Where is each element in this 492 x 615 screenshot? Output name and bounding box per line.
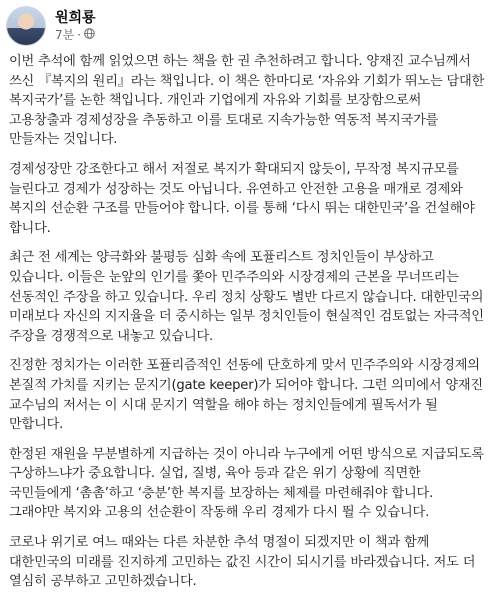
post-paragraph-3: 최근 전 세계는 양극화와 불평등 심화 속에 포퓰리스트 정치인들이 부상하고 있습니다. 이들은 눈앞의 인기를 쫓아 민주주의와 시장경제의 근본을 무너뜨리는 선동적인 주장을 하고 있습니다. 우리 정치 상황도 별반 다르지 않습니다. 대한민국의 미래보다 자신의 지지율을 더 중시하는 일부 정치인들이 현실적인 검토없는 자극적인 주장을 경쟁적으로 내놓고 있습니다. bbox=[9, 250, 484, 344]
post-paragraph-5: 한정된 재원을 무분별하게 지급하는 것이 아니라 누구에게 어떤 방식으로 지급되도록 구상하느냐가 중요합니다. 실업, 질병, 육아 등과 같은 위기 상황에 직면한 국민들에게 ‘촘촘’하고 ‘충분’한 복지를 보장하는 체제를 마련해줘야 합니다. 그래야만 복지와 고용의 선순환이 작동해 우리 경제가 다시 뛸 수 있습니다. bbox=[9, 446, 484, 521]
globe-icon[interactable] bbox=[84, 27, 95, 43]
post-paragraph-6: 코로나 위기로 여느 때와는 다른 차분한 추석 명절이 되겠지만 이 책과 함께 대한민국의 미래를 진지하게 고민하는 값진 시간이 되시기를 바라겠습니다. 저도 더 열심히 공부하고 고민하겠습니다. bbox=[9, 535, 476, 590]
post-meta bbox=[55, 27, 96, 43]
post-paragraph-1: 이번 추석에 함께 읽었으면 하는 책을 한 권 추천하려고 합니다. 양재진 교수님께서 쓰신 『복지의 원리』라는 책입니다. 이 책은 한마디로 ‘자유와 기회가 뛰노는 담대한 복지국가’를 논한 책입니다. 개인과 기업에게 자유와 기회를 보장함으로써 고용창출과 경제성장을 추동하고 이를 토대로 지속가능한 역동적 복지국가를 만들자는 것입니다. bbox=[9, 54, 485, 148]
meta-separator: · bbox=[77, 28, 82, 42]
post-time[interactable]: 7분 bbox=[55, 28, 75, 42]
avatar[interactable] bbox=[6, 6, 46, 46]
post-body bbox=[9, 52, 487, 602]
post-header bbox=[6, 6, 96, 46]
author-name[interactable]: 원희룡 bbox=[55, 10, 96, 26]
post-paragraph-4: 진정한 정치가는 이러한 포퓰리즘적인 선동에 단호하게 맞서 민주주의와 시장경제의 본질적 가치를 지키는 문지기(gate keeper)가 되어야 합니다. 그런 의미에서 양재진 교수님의 저서는 이 시대 문지기 역할을 해야 하는 정치인들에게 필독서가 될 만합니다. bbox=[9, 358, 483, 433]
post-paragraph-2: 경제성장만 강조한다고 해서 저절로 복지가 확대되지 않듯이, 무작정 복지규모를 늘린다고 경제가 성장하는 것도 아닙니다. 유연하고 안전한 고용을 매개로 경제와 복지의 선순환 구조를 만들어야 합니다. 이를 통해 ‘다시 뛰는 대한민국’을 건설해야 합니다. bbox=[9, 161, 475, 236]
author-block bbox=[55, 9, 96, 43]
